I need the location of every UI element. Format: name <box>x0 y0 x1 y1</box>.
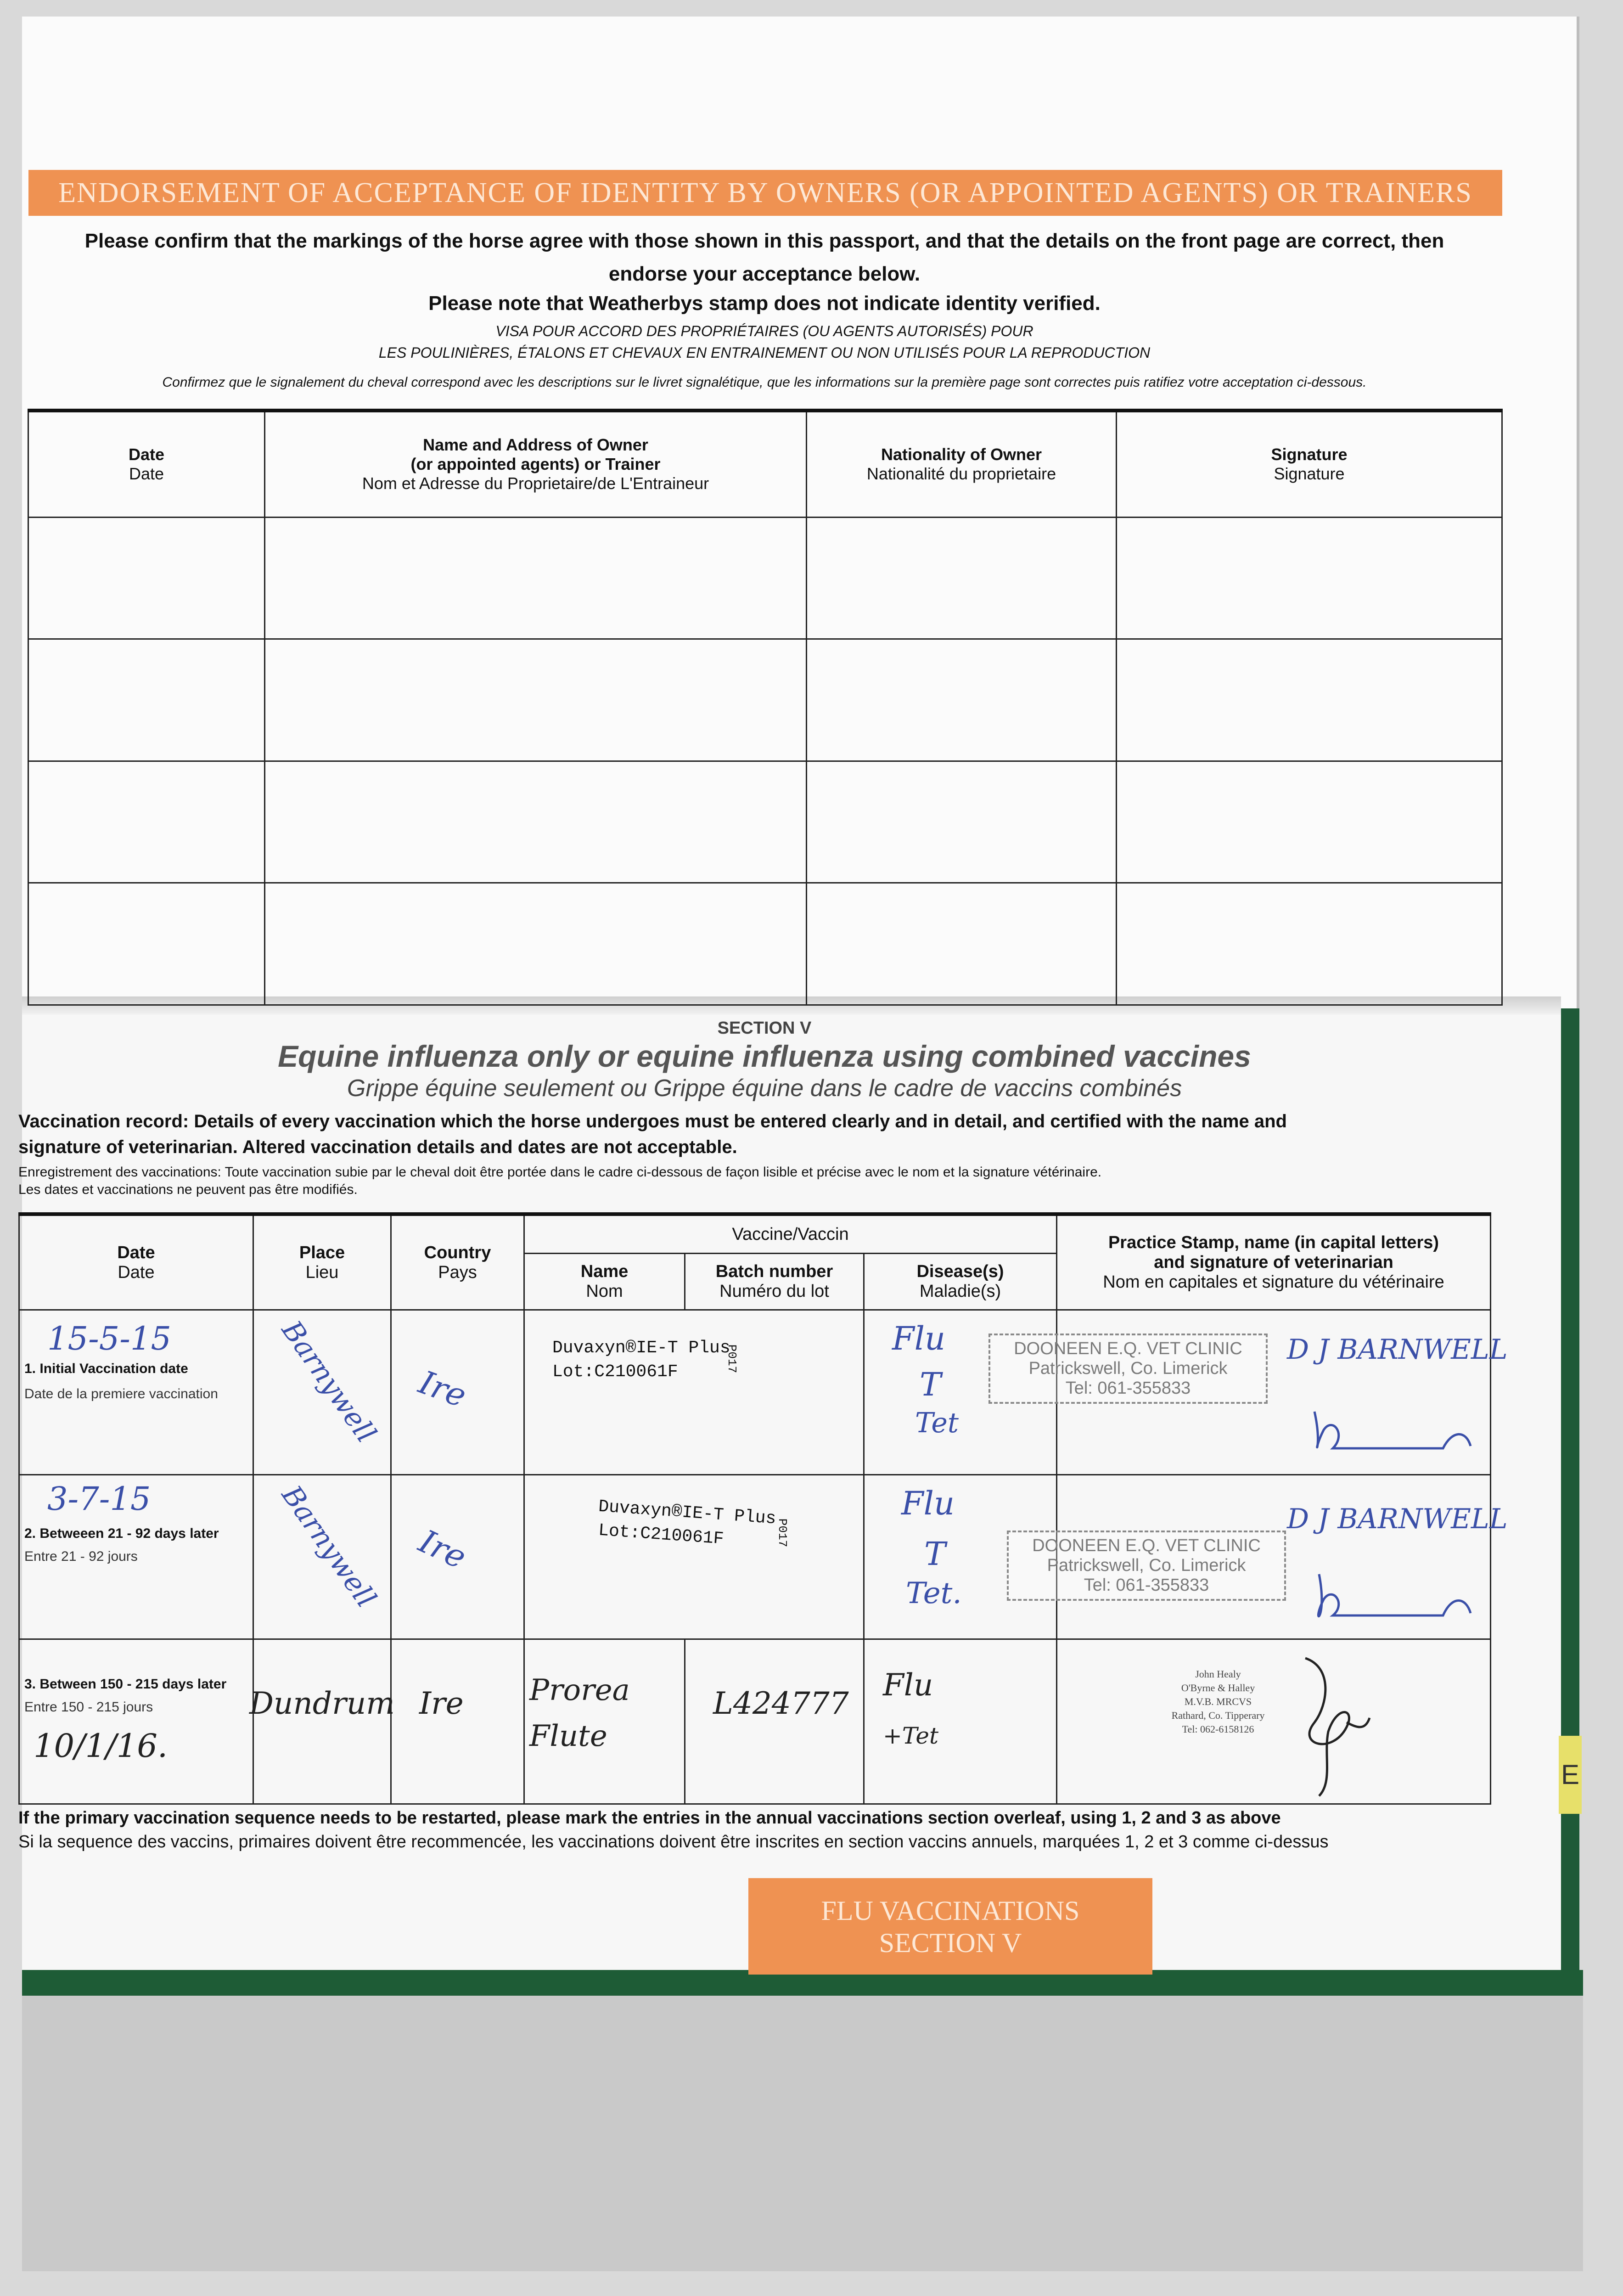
vacc-place: Dundrum <box>249 1686 395 1722</box>
vacc-vaccine-label: Prorea Flute <box>529 1673 630 1754</box>
vacc-disease-3: Tet. <box>906 1576 962 1610</box>
owner-cell[interactable] <box>265 883 807 1005</box>
vacc-row-1 <box>19 1310 1491 1475</box>
vet-signature <box>1305 1402 1480 1462</box>
vet-stamp: John Healy O'Byrne & Halley M.V.B. MRCVS Rathard, Co. Tipperary Tel: 062-6158126 <box>1171 1668 1265 1735</box>
vacc-disease-1: Flu <box>892 1320 946 1358</box>
vacc-date: 3-7-15 <box>47 1480 151 1518</box>
vacc-disease-2: T <box>924 1535 946 1573</box>
clinic-stamp: DOONEEN E.Q. VET CLINIC Patrickswell, Co. Limerick Tel: 061-355833 <box>988 1334 1268 1404</box>
vacc-code: P017 <box>775 1518 790 1548</box>
vacc-date-cell[interactable] <box>19 1639 253 1804</box>
vacc-lot-label: Lot:C210061F <box>552 1362 678 1382</box>
confirm-french: Confirmez que le signalement du cheval correspond avec les descriptions sur le livret signalétique, que les informations sur la première page sont correctes puis ratifiez votre acceptation ci-dessous. <box>162 375 1367 390</box>
record-line-2: signature of veterinarian. Altered vaccination details and dates are not acceptable. <box>18 1137 737 1157</box>
vacc-disease-1: Flu <box>901 1484 955 1522</box>
vacc-disease-3: Tet <box>915 1407 959 1440</box>
owner-cell[interactable] <box>807 517 1117 639</box>
owner-cell[interactable] <box>265 761 807 883</box>
vacc-date: 10/1/16. <box>34 1727 168 1765</box>
vacc-date-cell[interactable] <box>19 1474 253 1639</box>
section-subtitle: Grippe équine seulement ou Grippe équine dans le cadre de vaccins combinés <box>347 1075 1182 1102</box>
vacc-date: 15-5-15 <box>47 1320 171 1358</box>
vacc-header-country: Country Pays <box>391 1214 524 1310</box>
vacc-place: Barnywell <box>275 1480 382 1614</box>
vacc-name-cell[interactable] <box>524 1474 864 1639</box>
owner-cell[interactable] <box>28 517 265 639</box>
owner-row <box>28 761 1502 883</box>
owner-cell[interactable] <box>807 761 1117 883</box>
endorsement-banner: ENDORSEMENT OF ACCEPTANCE OF IDENTITY BY OWNERS (OR APPOINTED AGENTS) OR TRAINERS <box>28 170 1502 216</box>
vacc-row-label-fr: Entre 150 - 215 jours <box>24 1699 153 1715</box>
vacc-stamp-cell[interactable] <box>1032 1474 1508 1639</box>
owner-cell[interactable] <box>1117 761 1502 883</box>
record-french-2: Les dates et vaccinations ne peuvent pas être modifiés. <box>18 1182 358 1197</box>
vet-signature <box>1278 1649 1379 1801</box>
vacc-row-label: 2. Betweeen 21 - 92 days later <box>24 1525 219 1541</box>
owner-row <box>28 517 1502 639</box>
vacc-country: Ire <box>414 1363 472 1415</box>
vacc-header-row-1 <box>19 1214 1491 1254</box>
vacc-batch-cell[interactable] <box>685 1639 864 1804</box>
vacc-header-stamp: Practice Stamp, name (in capital letters) and signature of veterinarian Nom en capitales et signature du vétérinaire <box>1057 1214 1491 1310</box>
restart-note-en: If the primary vaccination sequence needs to be restarted, please mark the entries in the annual vaccinations section overleaf, using 1, 2 and 3 as above <box>18 1808 1281 1828</box>
owner-cell[interactable] <box>1117 883 1502 1005</box>
owner-table-header <box>28 411 1502 517</box>
vacc-place: Barnywell <box>275 1315 382 1449</box>
instruction-line-2: endorse your acceptance below. <box>608 263 921 285</box>
vacc-date-cell[interactable] <box>19 1310 253 1475</box>
owner-cell[interactable] <box>1117 639 1502 761</box>
vacc-country: Ire <box>413 1522 472 1576</box>
owner-cell[interactable] <box>28 761 265 883</box>
section-title: Equine influenza only or equine influenza using combined vaccines <box>278 1039 1251 1073</box>
vet-signature <box>1305 1567 1480 1632</box>
owner-endorsement-table <box>28 409 1503 1006</box>
vacc-header-batch: Batch number Numéro du lot <box>685 1254 864 1310</box>
vacc-place-cell[interactable] <box>253 1474 391 1639</box>
vacc-row-label: 3. Between 150 - 215 days later <box>24 1677 227 1692</box>
vacc-row-label: 1. Initial Vaccination date <box>24 1361 188 1377</box>
owner-cell[interactable] <box>265 639 807 761</box>
owner-cell[interactable] <box>807 883 1117 1005</box>
vacc-country-cell[interactable] <box>391 1310 524 1475</box>
vacc-disease-1: Flu <box>883 1667 933 1703</box>
visa-line-2: LES POULINIÈRES, ÉTALONS ET CHEVAUX EN ENTRAINEMENT OU NON UTILISÉS POUR LA REPRODUCTION <box>378 344 1151 361</box>
vacc-row-label-fr: Entre 21 - 92 jours <box>24 1548 138 1564</box>
vacc-row-2 <box>19 1474 1491 1639</box>
restart-note-fr: Si la sequence des vaccins, primaires doivent être recommencée, les vaccinations doivent être inscrites en section vaccins annuels, marquées 1, 2 et 3 comme ci-dessus <box>18 1832 1329 1851</box>
clinic-stamp: DOONEEN E.Q. VET CLINIC Patrickswell, Co. Limerick Tel: 061-355833 <box>1007 1531 1286 1601</box>
vacc-header-name: Name Nom <box>524 1254 685 1310</box>
vacc-disease-2: +Tet <box>883 1722 939 1750</box>
owner-row <box>28 639 1502 761</box>
owner-cell[interactable] <box>265 517 807 639</box>
vacc-vaccine-label: Duvaxyn®IE-T Plus <box>552 1338 730 1358</box>
vaccination-table <box>18 1212 1508 1805</box>
vet-name: D J BARNWELL <box>1287 1503 1508 1535</box>
vacc-disease-cell[interactable] <box>864 1639 1057 1804</box>
vacc-place-cell[interactable] <box>253 1310 391 1475</box>
vacc-name-cell[interactable] <box>524 1310 864 1475</box>
vet-name: D J BARNWELL <box>1287 1334 1508 1366</box>
vacc-header-disease: Disease(s) Maladie(s) <box>864 1254 1057 1310</box>
record-line-1: Vaccination record: Details of every vaccination which the horse undergoes must be entered clearly and in detail, and certified with the name and <box>18 1111 1287 1131</box>
vacc-vaccine-label: Duvaxyn®IE-T Plus <box>597 1497 777 1529</box>
vacc-row-3 <box>19 1639 1491 1804</box>
record-french-1: Enregistrement des vaccinations: Toute vaccination subie par le cheval doit être portée dans le cadre ci-dessous de façon lisible et précise avec le nom et la signature vétérinaire. <box>18 1165 1102 1180</box>
vacc-row-label-fr: Date de la premiere vaccination <box>24 1386 218 1402</box>
vacc-lot-label: L424777 <box>713 1686 849 1722</box>
flu-vaccinations-tab: FLU VACCINATIONS SECTION V <box>748 1878 1152 1975</box>
vacc-country-cell[interactable] <box>391 1474 524 1639</box>
owner-cell[interactable] <box>28 639 265 761</box>
header-date: Date Date <box>28 411 265 517</box>
vacc-header-vaccine: Vaccine/Vaccin <box>524 1214 1057 1254</box>
section-label: SECTION V <box>717 1019 812 1038</box>
vacc-stamp-cell[interactable] <box>1014 1310 1508 1475</box>
owner-cell[interactable] <box>1117 517 1502 639</box>
vacc-header-place: Place Lieu <box>253 1214 391 1310</box>
owner-cell[interactable] <box>807 639 1117 761</box>
weatherbys-note: Please note that Weatherbys stamp does not indicate identity verified. <box>428 292 1101 315</box>
header-signature: Signature Signature <box>1117 411 1502 517</box>
instruction-line-1: Please confirm that the markings of the horse agree with those shown in this passport, and that the details on the front page are correct, then <box>84 230 1444 252</box>
vacc-code: P017 <box>725 1345 739 1373</box>
vacc-header-date: Date Date <box>19 1214 253 1310</box>
vacc-country-cell[interactable] <box>391 1639 524 1804</box>
vacc-lot-label: Lot:C210061F <box>597 1520 724 1549</box>
vacc-stamp-cell[interactable] <box>1057 1639 1491 1804</box>
side-tab: E <box>1559 1736 1582 1814</box>
owner-row <box>28 883 1502 1005</box>
owner-cell[interactable] <box>28 883 265 1005</box>
vacc-name-cell[interactable] <box>524 1639 685 1804</box>
vacc-disease-2: T <box>920 1366 941 1404</box>
visa-line-1: VISA POUR ACCORD DES PROPRIÉTAIRES (OU AGENTS AUTORISÉS) POUR <box>495 323 1033 339</box>
vacc-country: Ire <box>419 1686 464 1722</box>
scan-background <box>22 1996 1583 2271</box>
header-owner-name: Name and Address of Owner (or appointed agents) or Trainer Nom et Adresse du Proprietaire/de L'Entraineur <box>265 411 807 517</box>
header-nationality: Nationality of Owner Nationalité du proprietaire <box>807 411 1117 517</box>
vacc-place-cell[interactable] <box>249 1639 395 1804</box>
